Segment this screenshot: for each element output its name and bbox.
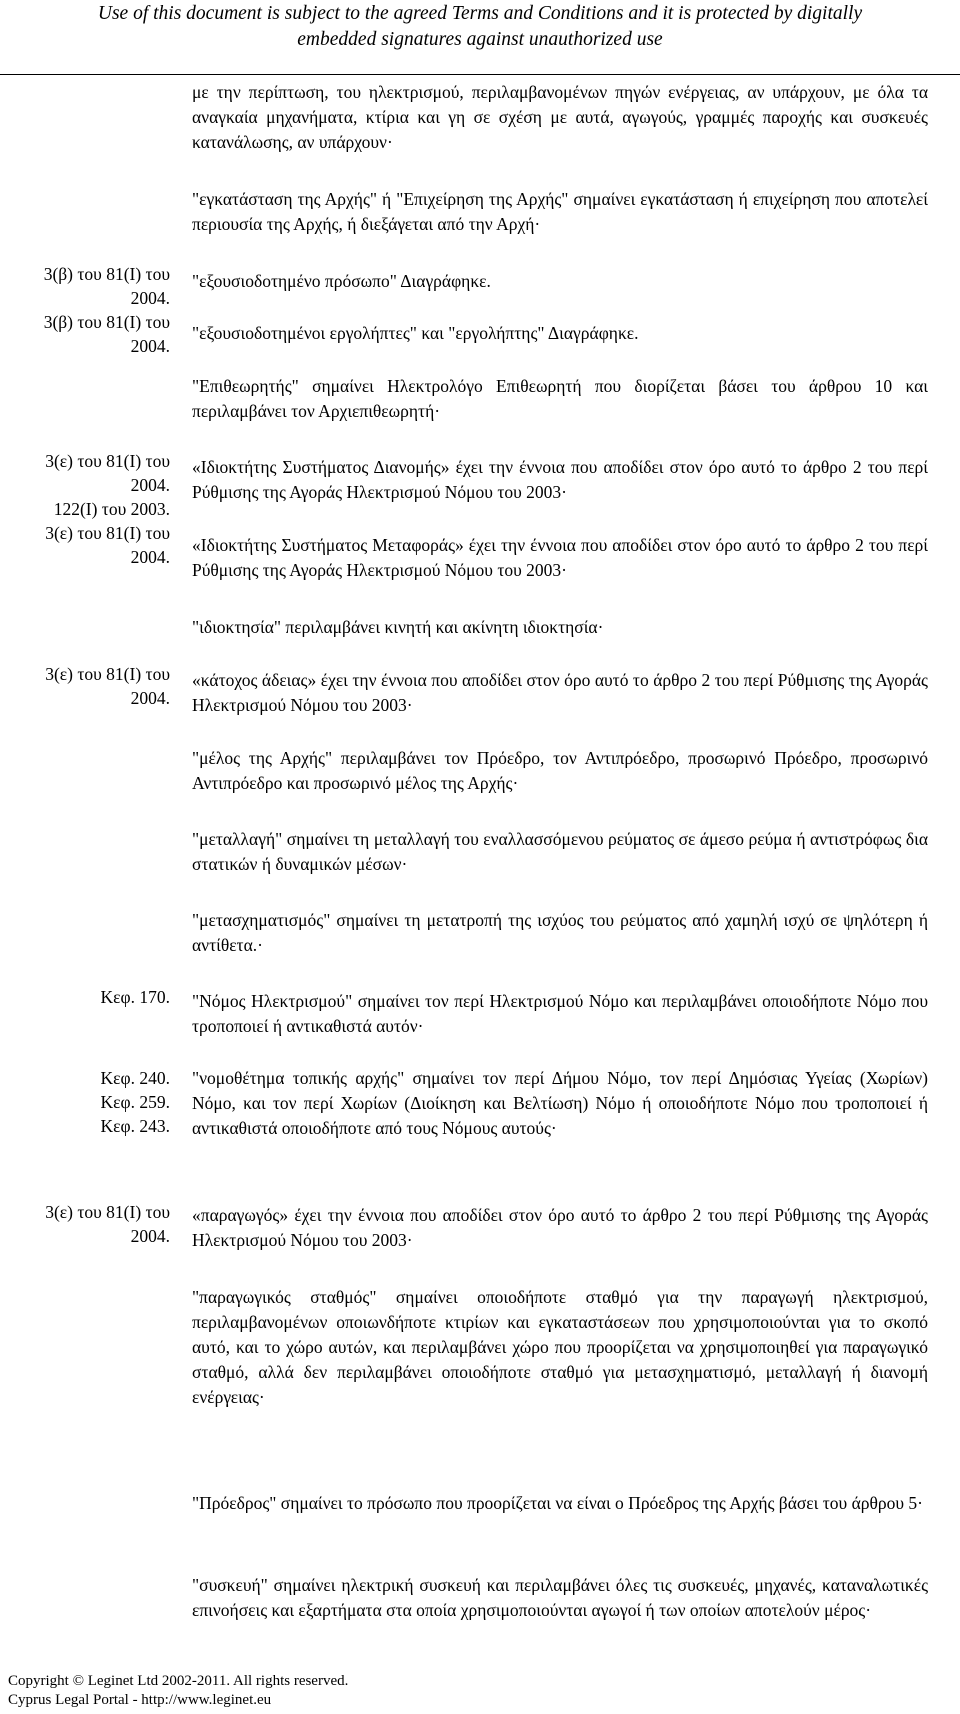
- margin-note: Κεφ. 240.: [100, 1068, 170, 1088]
- definition-paragraph: "εξουσιοδοτημένο πρόσωπο" Διαγράφηκε.: [192, 271, 491, 291]
- margin-note: 2004.: [130, 688, 170, 708]
- margin-note: 3(ε) του 81(Ι) του: [45, 1202, 170, 1222]
- definition-paragraph: με την περίπτωση, του ηλεκτρισμού, περιλαμβανομένων πηγών ενέργειας, αν υπάρχουν, με όλα τα αναγκαία μηχανήματα, κτίρια και γη σε σχέση με αυτά, αγωγούς, γραμμές παροχής και συσκευές κατανάλωσης, αν υπάρχουν·: [192, 82, 928, 152]
- definition-paragraph: «Ιδιοκτήτης Συστήματος Διανομής» έχει την έννοια που αποδίδει στον όρο αυτό το άρθρο 2 του περί Ρύθμισης της Αγοράς Ηλεκτρισμού Νόμου του 2003·: [192, 457, 928, 502]
- definition-paragraph: "Επιθεωρητής" σημαίνει Ηλεκτρολόγο Επιθεωρητή που διορίζεται βάσει του άρθρου 10 και περιλαμβάνει τον Αρχιεπιθεωρητή·: [192, 376, 928, 421]
- definition-paragraph: "μεταλλαγή" σημαίνει τη μεταλλαγή του εναλλασσόμενου ρεύματος σε άμεσο ρεύμα ή αντιστρόφως δια στατικών ή δυναμικών μέσων·: [192, 829, 928, 874]
- header-divider: [0, 74, 960, 75]
- definition-paragraph: "ιδιοκτησία" περιλαμβάνει κινητή και ακίνητη ιδιοκτησία·: [192, 617, 604, 637]
- margin-note: 2004.: [130, 336, 170, 356]
- margin-note: 2004.: [130, 475, 170, 495]
- margin-note: Κεφ. 259.: [100, 1092, 170, 1112]
- copyright-notice: Copyright © Leginet Ltd 2002-2011. All rights reserved.: [8, 1673, 349, 1689]
- margin-note: 122(Ι) του 2003.: [53, 499, 170, 519]
- page-footer: [8, 1672, 348, 1710]
- definition-paragraph: "συσκευή" σημαίνει ηλεκτρική συσκευή και περιλαμβάνει όλες τις συσκευές, μηχανές, καταναλωτικές επινοήσεις και εξαρτήματα στα οποία χρησιμοποιούνται αγωγοί ή των οποίων αποτελούν μέρος·: [192, 1575, 928, 1620]
- margin-note: 3(ε) του 81(Ι) του: [45, 664, 170, 684]
- definition-paragraph: "εξουσιοδοτημένοι εργολήπτες" και "εργολήπτης" Διαγράφηκε.: [192, 323, 639, 343]
- definition-paragraph: «κάτοχος άδειας» έχει την έννοια που αποδίδει στον όρο αυτό το άρθρο 2 του περί Ρύθμισης της Αγοράς Ηλεκτρισμού Νόμου του 2003·: [192, 670, 928, 715]
- definition-paragraph: "Πρόεδρος" σημαίνει το πρόσωπο που προορίζεται να είναι ο Πρόεδρος της Αρχής βάσει του άρθρου 5·: [192, 1493, 923, 1513]
- usage-notice-line-1: Use of this document is subject to the agreed Terms and Conditions and it is protected by digitally: [97, 3, 863, 24]
- margin-note: 2004.: [130, 547, 170, 567]
- margin-note: 3(β) του 81(Ι) του: [43, 264, 170, 284]
- usage-notice: [0, 0, 960, 53]
- margin-note: 2004.: [130, 288, 170, 308]
- definition-paragraph: "παραγωγικός σταθμός" σημαίνει οποιοδήποτε σταθμό για την παραγωγή ηλεκτρισμού, περιλαμβανομένων οποιωνδήποτε κτιρίων και εγκαταστάσεων που χρησιμοποιούνται για το σκοπό αυτό, και το χώρο αυτών, και περιλαμβάνει χώρο που προορίζεται να χρησιμοποιηθεί για παραγωγικό σταθμό, αλλά δεν περιλαμβάνει οποιοδήποτε σταθμό για μετασχηματισμό, μεταλλαγή ή διανομή ενέργειας·: [192, 1287, 928, 1407]
- definition-paragraph: "μετασχηματισμός" σημαίνει τη μετατροπή της ισχύος του ρεύματος από χαμηλή ισχύ σε ψηλότερη ή αντίθετα.·: [192, 910, 928, 955]
- definition-paragraph: "εγκατάσταση της Αρχής" ή "Επιχείρηση της Αρχής" σημαίνει εγκατάσταση ή επιχείρηση που αποτελεί περιουσία της Αρχής, ή διεξάγεται από την Αρχή·: [192, 189, 928, 234]
- margin-note: Κεφ. 170.: [100, 987, 170, 1007]
- definition-paragraph: "Νόμος Ηλεκτρισμού" σημαίνει τον περί Ηλεκτρισμού Νόμο και περιλαμβάνει οποιοδήποτε Νόμο που τροποποιεί ή αντικαθιστά αυτόν·: [192, 991, 928, 1036]
- margin-note: 3(ε) του 81(Ι) του: [45, 451, 170, 471]
- margin-note: Κεφ. 243.: [100, 1116, 170, 1136]
- usage-notice-line-2: embedded signatures against unauthorized use: [297, 29, 663, 50]
- portal-link[interactable]: Cyprus Legal Portal - http://www.leginet.eu: [8, 1692, 272, 1708]
- definition-paragraph: «Ιδιοκτήτης Συστήματος Μεταφοράς» έχει την έννοια που αποδίδει στον όρο αυτό το άρθρο 2 του περί Ρύθμισης της Αγοράς Ηλεκτρισμού Νόμου του 2003·: [192, 535, 928, 580]
- margin-note: 2004.: [130, 1226, 170, 1246]
- definition-paragraph: "νομοθέτημα τοπικής αρχής" σημαίνει τον περί Δήμου Νόμο, τον περί Δημόσιας Υγείας (Χωρίων) Νόμο, και τον περί Χωρίων (Διοίκηση και Βελτίωση) Νόμο ή οποιοδήποτε Νόμο που τροποποιεί ή αντικαθιστά οποιοδήποτε από τους Νόμους αυτούς·: [192, 1068, 928, 1138]
- definition-paragraph: "μέλος της Αρχής" περιλαμβάνει τον Πρόεδρο, τον Αντιπρόεδρο, προσωρινό Πρόεδρο, προσωρινό Αντιπρόεδρο και προσωρινό μέλος της Αρχής·: [192, 748, 928, 793]
- definition-paragraph: «παραγωγός» έχει την έννοια που αποδίδει στον όρο αυτό το άρθρο 2 του περί Ρύθμισης της Αγοράς Ηλεκτρισμού Νόμου του 2003·: [192, 1205, 928, 1250]
- margin-note: 3(β) του 81(Ι) του: [43, 312, 170, 332]
- margin-note: 3(ε) του 81(Ι) του: [45, 523, 170, 543]
